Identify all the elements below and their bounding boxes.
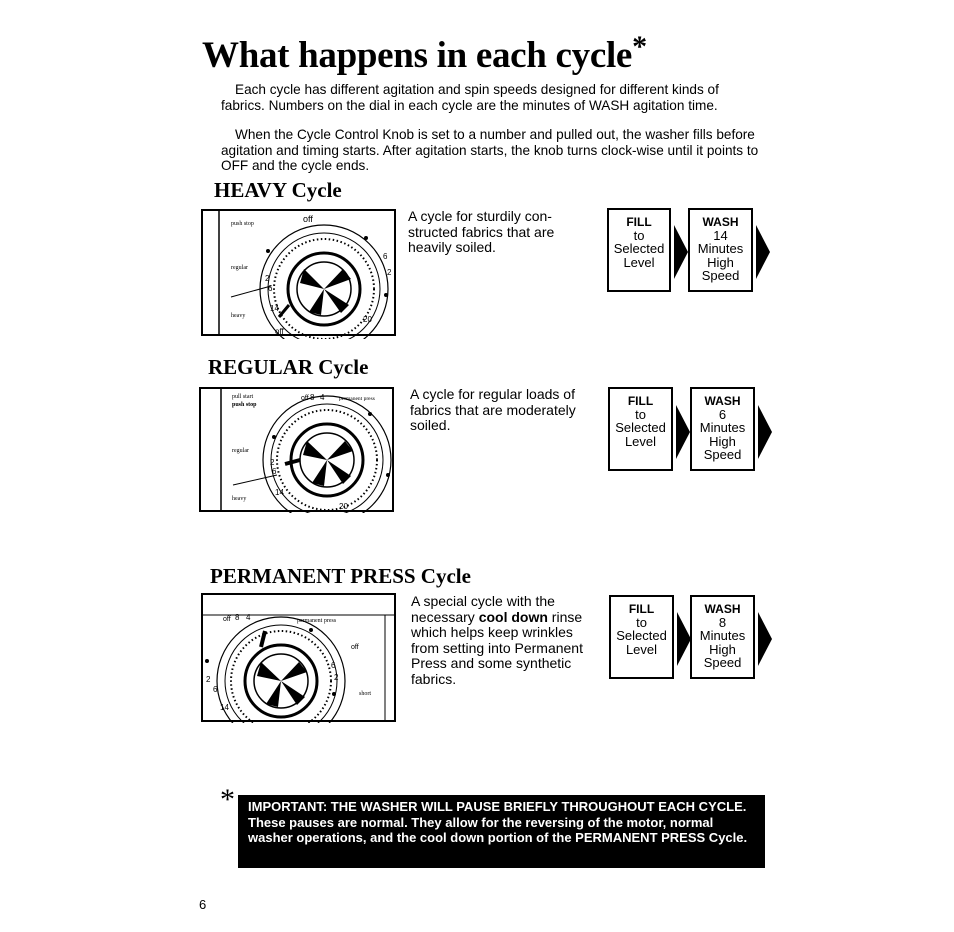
- regular-cycle-description: A cycle for regular loads of fabrics that are moderately soiled.: [410, 386, 576, 433]
- dial-label-6: 6: [268, 284, 273, 293]
- permanent-press-cycle-description: A special cycle with the necessary cool down rinse which helps keep wrinkles from setting into Permanent Press and some synthetic fabrics.: [411, 593, 583, 687]
- dial-label-heavy: heavy: [231, 313, 246, 319]
- permanent-press-fill-arrow-icon: [677, 612, 691, 666]
- permanent-press-cycle-dial-illustration: [201, 593, 397, 723]
- dial-label-8: 8: [310, 393, 315, 402]
- dial-label-2: 2: [206, 675, 211, 684]
- regular-fill-arrow-icon: [676, 405, 690, 459]
- permanent-press-fill-box: FILL to Selected Level: [609, 595, 674, 679]
- notice-asterisk: *: [220, 783, 235, 816]
- dial-label-2-right: 2: [387, 268, 392, 277]
- regular-cycle-heading: REGULAR Cycle: [208, 355, 369, 379]
- heavy-wash-box: WASH 14 Minutes High Speed: [688, 208, 753, 292]
- regular-fill-box: FILL to Selected Level: [608, 387, 673, 471]
- dial-label-permanent-press: permanent press: [339, 396, 375, 402]
- dial-label-off-top: off: [303, 214, 313, 224]
- heavy-cycle-description: A cycle for sturdily con-structed fabrics that are heavily soiled.: [408, 208, 555, 255]
- permanent-press-cycle-heading: PERMANENT PRESS Cycle: [210, 564, 471, 588]
- dial-label-off-bottom: off: [275, 327, 284, 336]
- dial-label-push-stop: push stop: [231, 221, 254, 227]
- title-asterisk: *: [632, 30, 647, 63]
- dial-label-14: 14: [275, 488, 284, 497]
- heavy-cycle-heading: HEAVY Cycle: [214, 178, 342, 202]
- dial-label-permanent-press: permanent press: [297, 618, 337, 624]
- dial-label-20: 20: [363, 315, 372, 324]
- regular-wash-arrow-icon: [758, 405, 772, 459]
- page-title: What happens in each cycle*: [202, 30, 647, 76]
- dial-label-regular: regular: [231, 265, 248, 271]
- dial-label-off: off: [223, 616, 231, 623]
- dial-label-2: 2: [270, 458, 275, 467]
- dial-label-14: 14: [220, 703, 229, 712]
- heavy-fill-box: FILL to Selected Level: [607, 208, 671, 292]
- heavy-wash-arrow-icon: [756, 225, 770, 279]
- regular-cycle-dial-illustration: [199, 387, 395, 513]
- dial-label-off-right: off: [351, 644, 359, 651]
- dial-label-8: 8: [235, 613, 240, 622]
- dial-label-push-stop: push stop: [232, 402, 257, 408]
- intro-paragraph-2: When the Cycle Control Knob is set to a number and pulled out, the washer fills before agitation and timing starts. After agitation starts, the knob turns clock-wise until it points to OFF and the cycle ends.: [221, 127, 759, 173]
- permanent-press-wash-arrow-icon: [758, 612, 772, 666]
- regular-wash-box: WASH 6 Minutes High Speed: [690, 387, 755, 471]
- dial-label-2-right: 2: [334, 673, 339, 682]
- dial-label-heavy: heavy: [232, 496, 247, 502]
- dial-label-short: short: [359, 691, 371, 697]
- dial-label-20: 20: [339, 502, 348, 511]
- permanent-press-wash-box: WASH 8 Minutes High Speed: [690, 595, 755, 679]
- heavy-cycle-dial-illustration: [201, 209, 401, 339]
- dial-label-4: 4: [246, 613, 251, 622]
- page-number: 6: [199, 897, 207, 912]
- important-notice: IMPORTANT: THE WASHER WILL PAUSE BRIEFLY THROUGHOUT EACH CYCLE. These pauses are normal. They allow for the reversing of the motor, normal washer operations, and the cool down portion of the PERMANENT PRESS Cycle.: [238, 795, 765, 868]
- heavy-fill-arrow-icon: [674, 225, 688, 279]
- cool-down-emphasis: cool down: [478, 608, 548, 625]
- intro-paragraph-1: Each cycle has different agitation and spin speeds designed for different kinds of fabrics. Numbers on the dial in each cycle are the minutes of WASH agitation time.: [221, 82, 719, 113]
- dial-label-6: 6: [272, 467, 277, 476]
- dial-label-2: 2: [265, 274, 270, 283]
- dial-label-6-right: 6: [331, 661, 336, 670]
- dial-label-4: 4: [320, 393, 325, 402]
- dial-label-14: 14: [270, 304, 279, 313]
- dial-label-off: off: [301, 395, 309, 402]
- dial-label-6-right: 6: [383, 252, 388, 261]
- dial-label-6: 6: [213, 685, 218, 694]
- dial-label-pull-start: pull start: [232, 394, 254, 400]
- dial-label-regular: regular: [232, 448, 249, 454]
